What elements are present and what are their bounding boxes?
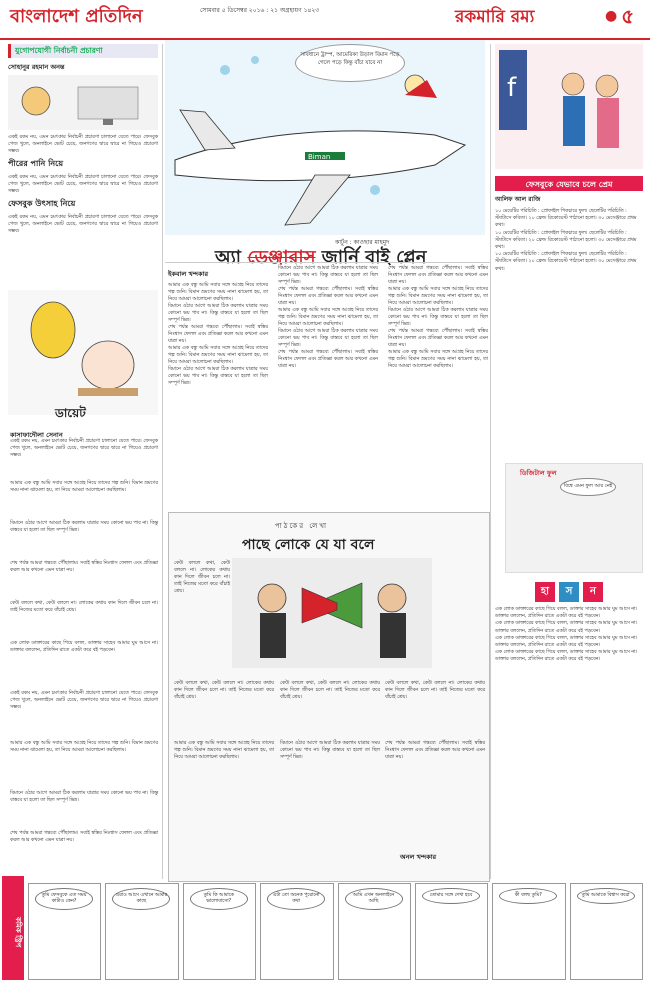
column-divider bbox=[162, 44, 163, 879]
diet-body-6: এক লোক ডাক্তারের কাছে গিয়ে বলল, ডাক্তার সাহেব আমার ঘুম আসে না। ডাক্তার বললেন, প্রতিদিন রাতে একটা করে বই পড়বেন। bbox=[10, 641, 158, 653]
comic-panel bbox=[492, 883, 565, 980]
subhead-2: ফেসবুক উৎসাহ নিয়ে bbox=[8, 199, 76, 208]
speech-bubble: তুমি ফেসবুকে এত সময় কাটাও কেন? bbox=[35, 888, 93, 910]
reader-title: পাছে লোকে যে যা বলে bbox=[242, 537, 375, 553]
hasan-letter-3: ন bbox=[583, 582, 603, 602]
mid-text-1: আমার এক বন্ধু আমি সবার সঙ্গে আগ্রহ নিয়ে তাদের গল্প শুনি। বিমান ভ্রমণের সময় নানা ঝামেলা হয়, তা নিয়ে আমরা আলোচনা করছিলাম। bbox=[168, 283, 268, 302]
mid-text-1c: শেষ পর্যন্ত আমরা গন্তব্যে পৌঁছালাম। সবাই স্বস্তির নিঃশ্বাস ফেলল এবং প্রতিজ্ঞা করল আর কখনো এমন যাত্রা নয়। bbox=[168, 325, 268, 344]
headline-suffix: জার্নি বাই প্লেন bbox=[321, 247, 427, 268]
headline-strike: ডেঞ্জারাস bbox=[247, 247, 316, 268]
mid-text-3: শেষ পর্যন্ত আমরা গন্তব্যে পৌঁছালাম। সবাই স্বস্তির নিঃশ্বাস ফেলল এবং প্রতিজ্ঞা করল আর কখনো এমন যাত্রা নয়। bbox=[388, 266, 488, 285]
illustration-mascot bbox=[8, 75, 158, 130]
mid-text-2c: আমার এক বন্ধু আমি সবার সঙ্গে আগ্রহ নিয়ে তাদের গল্প শুনি। বিমান ভ্রমণের সময় নানা ঝামেলা হয়, তা নিয়ে আমরা আলোচনা করছিলাম। bbox=[278, 308, 378, 327]
mid-text-3e: আমার এক বন্ধু আমি সবার সঙ্গে আগ্রহ নিয়ে তাদের গল্প শুনি। বিমান ভ্রমণের সময় নানা ঝামেলা হয়, তা নিয়ে আমরা আলোচনা করছিলাম। bbox=[388, 350, 488, 369]
issue-date: সোমবার ৫ ডিসেম্বর ২০১৬ : ২১ অগ্রহায়ণ ১৪২৩ bbox=[200, 7, 320, 14]
illustration-diet bbox=[8, 290, 158, 415]
subhead-1: পীরের পানি নিয়ে bbox=[8, 159, 64, 168]
digital-bubble: বিশ্বে এমন ফুল আর নেই bbox=[560, 478, 616, 496]
byline-left: সোহানুর রহমান অনন্ত bbox=[8, 63, 65, 71]
hasan-body: এক লোক ডাক্তারের কাছে গিয়ে বলল, ডাক্তার সাহেব আমার ঘুম আসে না। ডাক্তার বললেন, প্রতিদিন রাতে একটা করে বই পড়বেন। bbox=[495, 607, 638, 620]
speech-bubble: তোমার সঙ্গে দেখা হবে bbox=[422, 888, 480, 904]
row-divider bbox=[165, 262, 490, 263]
red-dot-icon: ● bbox=[605, 8, 618, 24]
mid-text-3d: শেষ পর্যন্ত আমরা গন্তব্যে পৌঁছালাম। সবাই স্বস্তির নিঃশ্বাস ফেলল এবং প্রতিজ্ঞা করল আর কখনো এমন যাত্রা নয়। bbox=[388, 329, 488, 348]
speech-bubble: এটা তো অনেক পুরোনো কথা bbox=[267, 888, 325, 910]
reader-text-6: শেষ পর্যন্ত আমরা গন্তব্যে পৌঁছালাম। সবাই স্বস্তির নিঃশ্বাস ফেলল এবং প্রতিজ্ঞা করল আর কখনো এমন যাত্রা নয়। bbox=[385, 741, 485, 760]
mid-text-2e: শেষ পর্যন্ত আমরা গন্তব্যে পৌঁছালাম। সবাই স্বস্তির নিঃশ্বাস ফেলল এবং প্রতিজ্ঞা করল আর কখনো এমন যাত্রা নয়। bbox=[278, 350, 378, 369]
comic-panel bbox=[338, 883, 411, 980]
mid-text-2: বিমানে ওঠার আগে আমরা ঠিক করলাম যাত্রার সময় কোনো ভয় পাব না। কিন্তু বাস্তবে যা হলো তা ছিল সম্পূর্ণ ভিন্ন। bbox=[278, 266, 378, 285]
diet-body-2: আমার এক বন্ধু আমি সবার সঙ্গে আগ্রহ নিয়ে তাদের গল্প শুনি। বিমান ভ্রমণের সময় নানা ঝামেলা হয়, তা নিয়ে আমরা আলোচনা করছিলাম। bbox=[10, 481, 158, 493]
hasan-letter-1: হা bbox=[535, 582, 555, 602]
diet-title: ডায়েট bbox=[55, 406, 86, 420]
reader-text-5: বিমানে ওঠার আগে আমরা ঠিক করলাম যাত্রার সময় কোনো ভয় পাব না। কিন্তু বাস্তবে যা হলো তা ছিল সম্পূর্ণ ভিন্ন। bbox=[280, 741, 380, 760]
section-title: রকমারি রম্য bbox=[455, 7, 535, 27]
diet-body-7: একই রকম নয়, এমন চমৎকার নির্বাচনী প্রচারণা চালানো যেতে পারে। ফেসবুক পেজ খুলে, অনলাইনে ভোট চেয়ে, জনগণের দ্বারে দ্বারে না গিয়েও প্রচারণা সম্ভব। bbox=[10, 691, 158, 710]
mid-text-1e: বিমানে ওঠার আগে আমরা ঠিক করলাম যাত্রার সময় কোনো ভয় পাব না। কিন্তু বাস্তবে যা হলো তা ছিল সম্পূর্ণ ভিন্ন। bbox=[168, 367, 268, 386]
comic-panel bbox=[415, 883, 488, 980]
illustration-megaphone bbox=[232, 558, 432, 668]
comic-panel bbox=[28, 883, 101, 980]
mid-text-3c: বিমানে ওঠার আগে আমরা ঠিক করলাম যাত্রার সময় কোনো ভয় পাব না। কিন্তু বাস্তবে যা হলো তা ছিল সম্পূর্ণ ভিন্ন। bbox=[388, 308, 488, 327]
article-body-left-2: একই রকম নয়, এমন চমৎকার নির্বাচনী প্রচারণা চালানো যেতে পারে। ফেসবুক পেজ খুলে, অনলাইনে ভোট চেয়ে, জনগণের দ্বারে দ্বারে না গিয়েও প্রচারণা সম্ভব। bbox=[8, 175, 158, 194]
plane-brand-label: Biman bbox=[308, 153, 331, 161]
comic-panel bbox=[570, 883, 643, 980]
speech-bubble: আমি এখন অনলাইনে আছি bbox=[345, 888, 403, 910]
mid-text-1d: আমার এক বন্ধু আমি সবার সঙ্গে আগ্রহ নিয়ে তাদের গল্প শুনি। বিমান ভ্রমণের সময় নানা ঝামেলা হয়, তা নিয়ে আমরা আলোচনা করছিলাম। bbox=[168, 346, 268, 365]
cartoon-speech-bubble: সাবধানে ট্রাম্প, আমেরিকা উড়াল বিমান পড়ে গেলে পড়ে কিন্তু বাঁচা যাবে না bbox=[295, 44, 405, 82]
mid-column-1 bbox=[168, 265, 268, 387]
mid-text-3b: আমার এক বন্ধু আমি সবার সঙ্গে আগ্রহ নিয়ে তাদের গল্প শুনি। বিমান ভ্রমণের সময় নানা ঝামেলা হয়, তা নিয়ে আমরা আলোচনা করছিলাম। bbox=[388, 287, 488, 306]
mid-text-1b: বিমানে ওঠার আগে আমরা ঠিক করলাম যাত্রার সময় কোনো ভয় পাব না। কিন্তু বাস্তবে যা হলো তা ছিল সম্পূর্ণ ভিন্ন। bbox=[168, 304, 268, 323]
article-body-left: একই রকম নয়, এমন চমৎকার নির্বাচনী প্রচারণা চালানো যেতে পারে। ফেসবুক পেজ খুলে, অনলাইনে ভোট চেয়ে, জনগণের দ্বারে দ্বারে না গিয়েও প্রচারণা সম্ভব। bbox=[8, 135, 158, 154]
speech-bubble: তুমি কি আমাকে ভালোবাসো? bbox=[190, 888, 248, 910]
speech-bubble: কী বলছ তুমি? bbox=[499, 888, 557, 904]
love-author: আলিফ আল রাজি bbox=[495, 196, 541, 203]
byline-middle: ইকবাল খন্দকার bbox=[168, 270, 209, 278]
mid-column-2 bbox=[278, 265, 378, 370]
diet-body-10: শেষ পর্যন্ত আমরা গন্তব্যে পৌঁছালাম। সবাই স্বস্তির নিঃশ্বাস ফেলল এবং প্রতিজ্ঞা করল আর কখনো এমন যাত্রা নয়। bbox=[10, 831, 158, 843]
reader-kicker: পাঠকের লেখা bbox=[275, 522, 328, 530]
mid-text-2b: শেষ পর্যন্ত আমরা গন্তব্যে পৌঁছালাম। সবাই স্বস্তির নিঃশ্বাস ফেলল এবং প্রতিজ্ঞা করল আর কখনো এমন যাত্রা নয়। bbox=[278, 287, 378, 306]
diet-body: একই রকম নয়, এমন চমৎকার নির্বাচনী প্রচারণা চালানো যেতে পারে। ফেসবুক পেজ খুলে, অনলাইনে ভোট চেয়ে, জনগণের দ্বারে দ্বারে না গিয়েও প্রচারণা সম্ভব। bbox=[10, 439, 158, 458]
illustration-love bbox=[495, 44, 643, 169]
facebook-icon: f bbox=[507, 73, 517, 103]
left-column bbox=[8, 44, 158, 235]
column-divider bbox=[490, 44, 491, 879]
hasan-body-2: এক লোক ডাক্তারের কাছে গিয়ে বলল, ডাক্তার সাহেব আমার ঘুম আসে না। ডাক্তার বললেন, প্রতিদিন রাতে একটা করে বই পড়বেন। bbox=[495, 621, 638, 634]
cartoon-airplane bbox=[165, 40, 485, 235]
hasan-jokes bbox=[495, 582, 643, 877]
comic-panel bbox=[105, 883, 178, 980]
newspaper-brand: বাংলাদেশ প্রতিদিন bbox=[10, 6, 143, 27]
diet-body-4: শেষ পর্যন্ত আমরা গন্তব্যে পৌঁছালাম। সবাই স্বস্তির নিঃশ্বাস ফেলল এবং প্রতিজ্ঞা করল আর কখনো এমন যাত্রা নয়। bbox=[10, 561, 158, 573]
article-body-left-3: একই রকম নয়, এমন চমৎকার নির্বাচনী প্রচারণা চালানো যেতে পারে। ফেসবুক পেজ খুলে, অনলাইনে ভোট চেয়ে, জনগণের দ্বারে দ্বারে না গিয়েও প্রচারণা সম্ভব। bbox=[8, 215, 158, 234]
reader-byline: অনল খন্দকার bbox=[400, 853, 437, 861]
comic-panel bbox=[183, 883, 256, 980]
masthead bbox=[0, 0, 650, 40]
hasan-body-3: এক লোক ডাক্তারের কাছে গিয়ে বলল, ডাক্তার সাহেব আমার ঘুম আসে না। ডাক্তার বললেন, প্রতিদিন রাতে একটা করে বই পড়বেন। bbox=[495, 635, 638, 649]
mid-text-2d: বিমানে ওঠার আগে আমরা ঠিক করলাম যাত্রার সময় কোনো ভয় পাব না। কিন্তু বাস্তবে যা হলো তা ছিল সম্পূর্ণ ভিন্ন। bbox=[278, 329, 378, 348]
reader-text-3: কেউ বললে কথা, কেউ বললে না। লোকের কথায় কান দিলে জীবন চলে না। তাই নিজের মতো করে বাঁচাই শ্রেয়। bbox=[385, 681, 485, 700]
diet-body-8: আমার এক বন্ধু আমি সবার সঙ্গে আগ্রহ নিয়ে তাদের গল্প শুনি। বিমান ভ্রমণের সময় নানা ঝামেলা হয়, তা নিয়ে আমরা আলোচনা করছিলাম। bbox=[10, 741, 158, 753]
cartoon-credit: কার্টুন : কাওছার মাহমুদ bbox=[335, 239, 390, 246]
reader-text-1: কেউ বললে কথা, কেউ বললে না। লোকের কথায় কান দিলে জীবন চলে না। তাই নিজের মতো করে বাঁচাই শ্রেয়। bbox=[174, 681, 274, 700]
speech-bubble: ওরাও আসে এখানে আমার কাছে bbox=[112, 888, 170, 910]
headline-prefix: অ্যা bbox=[215, 247, 242, 268]
comic-strip bbox=[28, 883, 643, 980]
hasan-letter-2: স bbox=[559, 582, 579, 602]
diet-body-5: কেউ বললে কথা, কেউ বললে না। লোকের কথায় কান দিলে জীবন চলে না। তাই নিজের মতো করে বাঁচাই শ্রেয়। bbox=[10, 601, 158, 613]
diet-body-9: বিমানে ওঠার আগে আমরা ঠিক করলাম যাত্রার সময় কোনো ভয় পাব না। কিন্তু বাস্তবে যা হলো তা ছিল সম্পূর্ণ ভিন্ন। bbox=[10, 791, 158, 803]
speech-bubble: তুমি আমাকে বিশ্বাস করো bbox=[577, 888, 635, 904]
comic-strip-label: কমিক স্ট্রিপ bbox=[2, 876, 24, 980]
diet-body-3: বিমানে ওঠার আগে আমরা ঠিক করলাম যাত্রার সময় কোনো ভয় পাব না। কিন্তু বাস্তবে যা হলো তা ছিল সম্পূর্ণ ভিন্ন। bbox=[10, 521, 158, 533]
hasan-body-4: এক লোক ডাক্তারের কাছে গিয়ে বলল, ডাক্তার সাহেব আমার ঘুম আসে না। ডাক্তার বললেন, প্রতিদিন রাতে একটা করে বই পড়বেন। bbox=[495, 650, 638, 663]
mid-column-3 bbox=[388, 265, 488, 370]
reader-text-4: আমার এক বন্ধু আমি সবার সঙ্গে আগ্রহ নিয়ে তাদের গল্প শুনি। বিমান ভ্রমণের সময় নানা ঝামেলা হয়, তা নিয়ে আমরা আলোচনা করছিলাম। bbox=[174, 741, 274, 760]
reader-text-left: কেউ বললে কথা, কেউ বললে না। লোকের কথায় কান দিলে জীবন চলে না। তাই নিজের মতো করে বাঁচাই শ্রেয়। bbox=[174, 561, 230, 594]
page-number: ● ৫ bbox=[605, 4, 635, 28]
diet-byline: কাসাফাদৌলা সেনান bbox=[10, 431, 63, 439]
love-headline: ফেসবুকে যেভাবে চলে প্রেম bbox=[495, 176, 643, 191]
love-body: ১০ মেয়েটির পরিচিতি : প্রোফাইল পিকচারে ফুল। ছেলেটির পরিচিতি : স্ট্যাটাসে কবিতা। ২০ ফ্রেন্ড রিকোয়েস্ট পাঠানো হলো। ৩০ মেসেঞ্জারে প্রথম কথা। bbox=[495, 209, 637, 229]
love-body-3: ১০ মেয়েটির পরিচিতি : প্রোফাইল পিকচারে ফুল। ছেলেটির পরিচিতি : স্ট্যাটাসে কবিতা। ২০ ফ্রেন্ড রিকোয়েস্ট পাঠানো হলো। ৩০ মেসেঞ্জারে প্রথম কথা। bbox=[495, 252, 637, 272]
hasan-title bbox=[495, 582, 643, 602]
comic-panel bbox=[260, 883, 333, 980]
right-column bbox=[495, 44, 643, 273]
kicker-election: যুগোপযোগী নির্বাচনী প্রচারণা bbox=[8, 44, 158, 58]
digital-flower-label: ডিজিটাল ফুল bbox=[520, 469, 557, 477]
reader-text-2: কেউ বললে কথা, কেউ বললে না। লোকের কথায় কান দিলে জীবন চলে না। তাই নিজের মতো করে বাঁচাই শ্রেয়। bbox=[280, 681, 380, 700]
love-body-2: ১০ মেয়েটির পরিচিতি : প্রোফাইল পিকচারে ফুল। ছেলেটির পরিচিতি : স্ট্যাটাসে কবিতা। ২০ ফ্রেন্ড রিকোয়েস্ট পাঠানো হলো। ৩০ মেসেঞ্জারে প্রথম কথা। bbox=[495, 230, 637, 251]
